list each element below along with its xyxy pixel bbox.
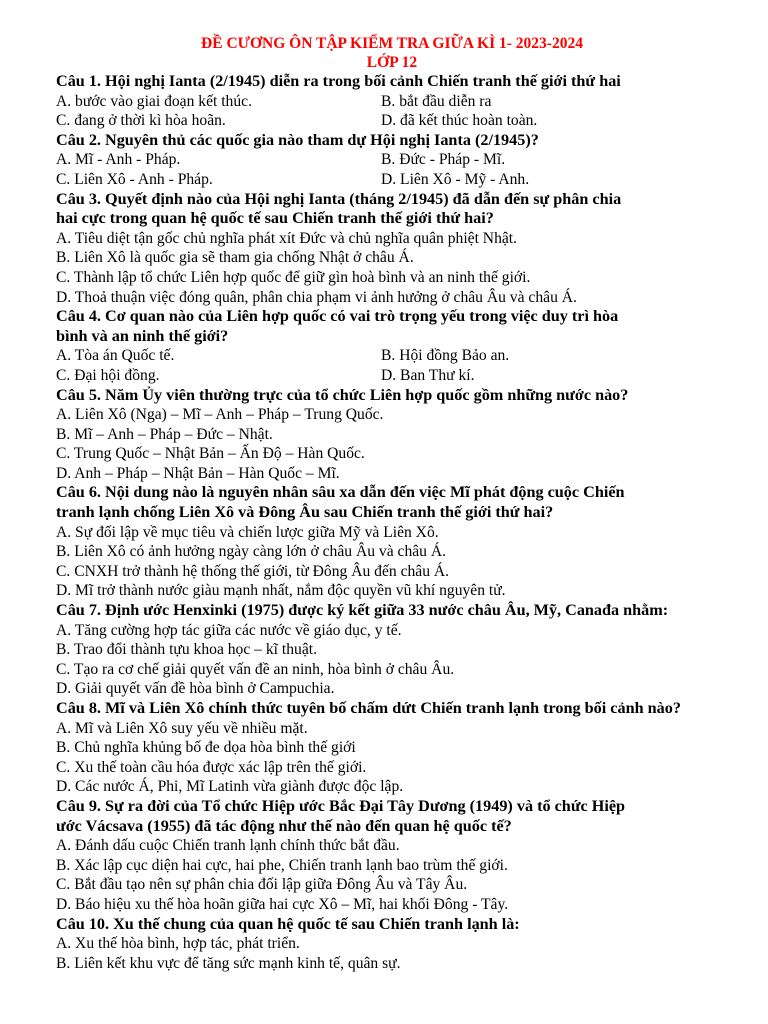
option-c: C. Bắt đầu tạo nên sự phân chia đối lập giữa Đông Âu và Tây Âu. bbox=[56, 876, 468, 894]
question-text-line-2: tranh lạnh chống Liên Xô và Đông Âu sau Chiến tranh thế giới thứ hai? bbox=[56, 503, 554, 522]
question-7 bbox=[56, 601, 728, 699]
question-text: Câu 2. Nguyên thủ các quốc gia nào tham dự Hội nghị Ianta (2/1945)? bbox=[56, 130, 539, 149]
option-b: B. Xác lập cục diện hai cực, hai phe, Chiến tranh lạnh bao trùm thế giới. bbox=[56, 856, 508, 874]
option-d: D. Ban Thư kí. bbox=[381, 366, 475, 384]
option-c: C. Đại hội đồng. bbox=[56, 366, 160, 384]
option-b: B. Trao đổi thành tựu khoa học – kĩ thuật. bbox=[56, 641, 317, 659]
question-text-line-1: Câu 4. Cơ quan nào của Liên hợp quốc có vai trò trọng yếu trong việc duy trì hòa bbox=[56, 307, 619, 326]
option-d: D. đã kết thúc hoàn toàn. bbox=[381, 112, 538, 130]
option-c: C. CNXH trở thành hệ thống thế giới, từ Đông Âu đến châu Á. bbox=[56, 562, 450, 580]
option-c: C. đang ở thời kì hòa hoãn. bbox=[56, 112, 226, 130]
option-a: A. Liên Xô (Nga) – Mĩ – Anh – Pháp – Trung Quốc. bbox=[56, 406, 384, 424]
option-b: B. Chủ nghĩa khủng bố đe dọa hòa bình thế giới bbox=[56, 739, 356, 757]
option-a: A. Đánh dấu cuộc Chiến tranh lạnh chính thức bắt đầu. bbox=[56, 837, 400, 855]
document-subtitle: LỚP 12 bbox=[366, 54, 418, 71]
question-10 bbox=[56, 915, 728, 974]
question-2 bbox=[56, 131, 728, 190]
question-text: Câu 5. Năm Ủy viên thường trực của tổ chức Liên hợp quốc gồm những nước nào? bbox=[56, 385, 629, 404]
question-text-line-1: Câu 6. Nội dung nào là nguyên nhân sâu xa dẫn đến việc Mĩ phát động cuộc Chiến bbox=[56, 483, 625, 502]
option-b: B. Đức - Pháp - Mĩ. bbox=[381, 151, 506, 169]
option-c: C. Trung Quốc – Nhật Bản – Ấn Độ – Hàn Quốc. bbox=[56, 445, 365, 463]
question-text-line-1: Câu 9. Sự ra đời của Tổ chức Hiệp ước Bắc Đại Tây Dương (1949) và tổ chức Hiệp bbox=[56, 796, 626, 815]
question-text-line-1: Câu 3. Quyết định nào của Hội nghị Ianta (tháng 2/1945) đã dẫn đến sự phân chia bbox=[56, 189, 622, 208]
option-d: D. Giải quyết vấn đề hòa bình ở Campuchia. bbox=[56, 680, 335, 698]
question-text-line-2: bình và an ninh thế giới? bbox=[56, 326, 229, 345]
option-d: D. Liên Xô - Mỹ - Anh. bbox=[381, 170, 530, 188]
option-d: D. Các nước Á, Phi, Mĩ Latinh vừa giành được độc lập. bbox=[56, 778, 404, 796]
question-text: Câu 10. Xu thế chung của quan hệ quốc tế sau Chiến tranh lạnh là: bbox=[56, 914, 520, 933]
option-c: C. Thành lập tổ chức Liên hợp quốc để giữ gìn hoà bình và an ninh thế giới. bbox=[56, 268, 531, 286]
option-b: B. Liên kết khu vực để tăng sức mạnh kinh tế, quân sự. bbox=[56, 954, 401, 972]
option-d: D. Báo hiệu xu thế hòa hoãn giữa hai cực Xô – Mĩ, hai khối Đông - Tây. bbox=[56, 895, 509, 913]
question-5 bbox=[56, 386, 728, 484]
option-b: B. Hội đồng Bảo an. bbox=[381, 347, 510, 365]
option-b: B. bắt đầu diễn ra bbox=[381, 92, 492, 110]
question-text: Câu 1. Hội nghị Ianta (2/1945) diễn ra trong bối cảnh Chiến tranh thế giới thứ hai bbox=[56, 72, 621, 90]
option-a: A. Xu thế hòa bình, hợp tác, phát triển. bbox=[56, 935, 300, 953]
option-a: A. Mĩ và Liên Xô suy yếu về nhiều mặt. bbox=[56, 719, 308, 737]
option-d: D. Thoả thuận việc đóng quân, phân chia phạm vi ảnh hưởng ở châu Âu và châu Á. bbox=[56, 288, 577, 306]
option-a: A. bước vào giai đoạn kết thúc. bbox=[56, 92, 252, 110]
option-b: B. Liên Xô là quốc gia sẽ tham gia chống Nhật ở châu Á. bbox=[56, 249, 414, 267]
question-9 bbox=[56, 797, 728, 915]
option-d: D. Anh – Pháp – Nhật Bản – Hàn Quốc – Mĩ. bbox=[56, 464, 340, 482]
option-d: D. Mĩ trở thành nước giàu mạnh nhất, nắm độc quyền vũ khí nguyên tử. bbox=[56, 582, 506, 600]
option-a: A. Tòa án Quốc tế. bbox=[56, 347, 175, 365]
option-a: A. Sự đối lập về mục tiêu và chiến lược giữa Mỹ và Liên Xô. bbox=[56, 523, 439, 541]
option-c: C. Tạo ra cơ chế giải quyết vấn đề an ninh, hòa bình ở châu Âu. bbox=[56, 660, 455, 678]
question-4 bbox=[56, 307, 728, 385]
question-text-line-2: hai cực trong quan hệ quốc tế sau Chiến tranh thế giới thứ hai? bbox=[56, 209, 494, 228]
question-6 bbox=[56, 483, 728, 601]
question-8 bbox=[56, 699, 728, 797]
option-b: B. Mĩ – Anh – Pháp – Đức – Nhật. bbox=[56, 425, 273, 443]
option-a: A. Tiêu diệt tận gốc chủ nghĩa phát xít Đức và chủ nghĩa quân phiệt Nhật. bbox=[56, 229, 518, 247]
question-text: Câu 7. Định ước Henxinki (1975) được ký kết giữa 33 nước châu Âu, Mỹ, Canađa nhằm: bbox=[56, 601, 669, 620]
option-c: C. Liên Xô - Anh - Pháp. bbox=[56, 170, 213, 188]
question-1 bbox=[56, 72, 728, 131]
question-3 bbox=[56, 190, 728, 308]
document-title: ĐỀ CƯƠNG ÔN TẬP KIỂM TRA GIỮA KÌ 1- 2023-2024 bbox=[201, 35, 583, 52]
question-text-line-2: ước Vácsava (1955) đã tác động như thế nào đến quan hệ quốc tế? bbox=[56, 816, 512, 835]
option-a: A. Tăng cường hợp tác giữa các nước về giáo dục, y tế. bbox=[56, 621, 402, 639]
question-text: Câu 8. Mĩ và Liên Xô chính thức tuyên bố chấm dứt Chiến tranh lạnh trong bối cảnh nào? bbox=[56, 699, 681, 717]
option-a: A. Mĩ - Anh - Pháp. bbox=[56, 151, 181, 169]
option-c: C. Xu thế toàn cầu hóa được xác lập trên thế giới. bbox=[56, 758, 367, 776]
option-b: B. Liên Xô có ảnh hưởng ngày càng lớn ở châu Âu và châu Á. bbox=[56, 543, 447, 561]
